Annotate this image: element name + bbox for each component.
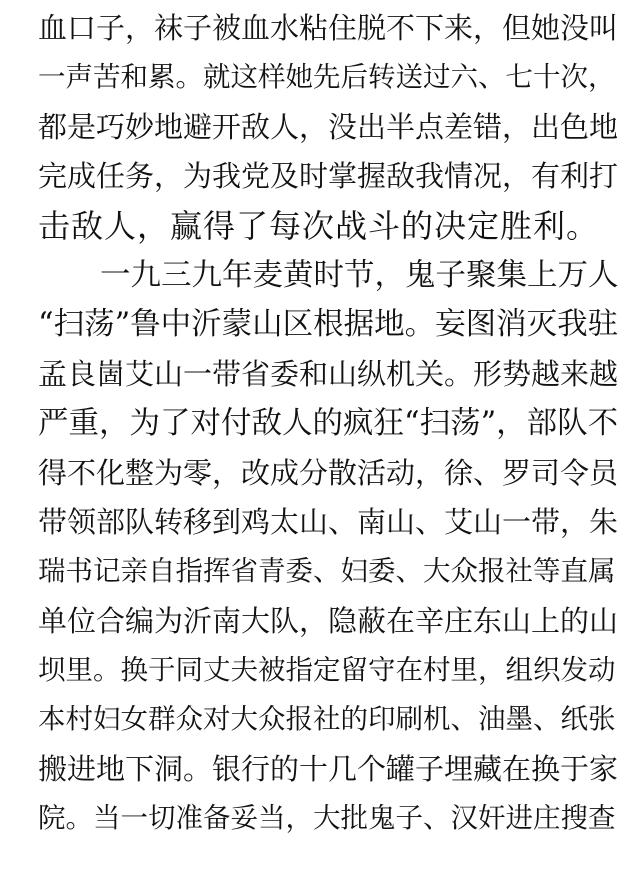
text-line: 单位合编为沂南大队，隐蔽在辛庄东山上的山	[38, 603, 619, 638]
text-line: 击敌人，赢得了每次战斗的决定胜利。	[38, 206, 600, 245]
text-line: 血口子，袜子被血水粘住脱不下来，但她没叫	[38, 11, 619, 45]
text-line: 本村妇女群众对大众报社的印刷机、油墨、纸张	[38, 703, 616, 736]
text-line: 瑞书记亲自指挥省青委、妇委、大众报社等直属	[38, 555, 616, 588]
text-line: 坝里。换于同丈夫被指定留守在村里，组织发动	[38, 654, 616, 687]
text-line: 完成任务，为我党及时掌握敌我情况，有利打	[38, 159, 619, 194]
body-text	[38, 4, 622, 844]
text-line: “扫荡”鲁中沂蒙山区根据地。妄图消灭我驻	[38, 307, 619, 343]
text-line: 搬进地下洞。银行的十几个罐子埋藏在换于家	[38, 751, 619, 786]
text-line: 带领部队转移到鸡太山、南山、艾山一带，朱	[38, 504, 619, 539]
paragraph-first-line: 一九三九年麦黄时节，鬼子聚集上万人	[100, 257, 619, 293]
text-line: 孟良崮艾山一带省委和山纵机关。形势越来越	[38, 356, 619, 391]
text-line: 得不化整为零，改成分散活动，徐、罗司令员	[38, 455, 619, 490]
text-line: 严重，为了对付敌人的疯狂“扫荡”，部队不	[38, 406, 619, 442]
text-line: 院。当一切准备妥当，大批鬼子、汉奸进庄搜查	[38, 802, 616, 835]
text-line: 都是巧妙地避开敌人，没出半点差错，出色地	[38, 109, 619, 144]
text-line: 一声苦和累。就这样她先后转送过六、七十次，	[38, 61, 616, 94]
